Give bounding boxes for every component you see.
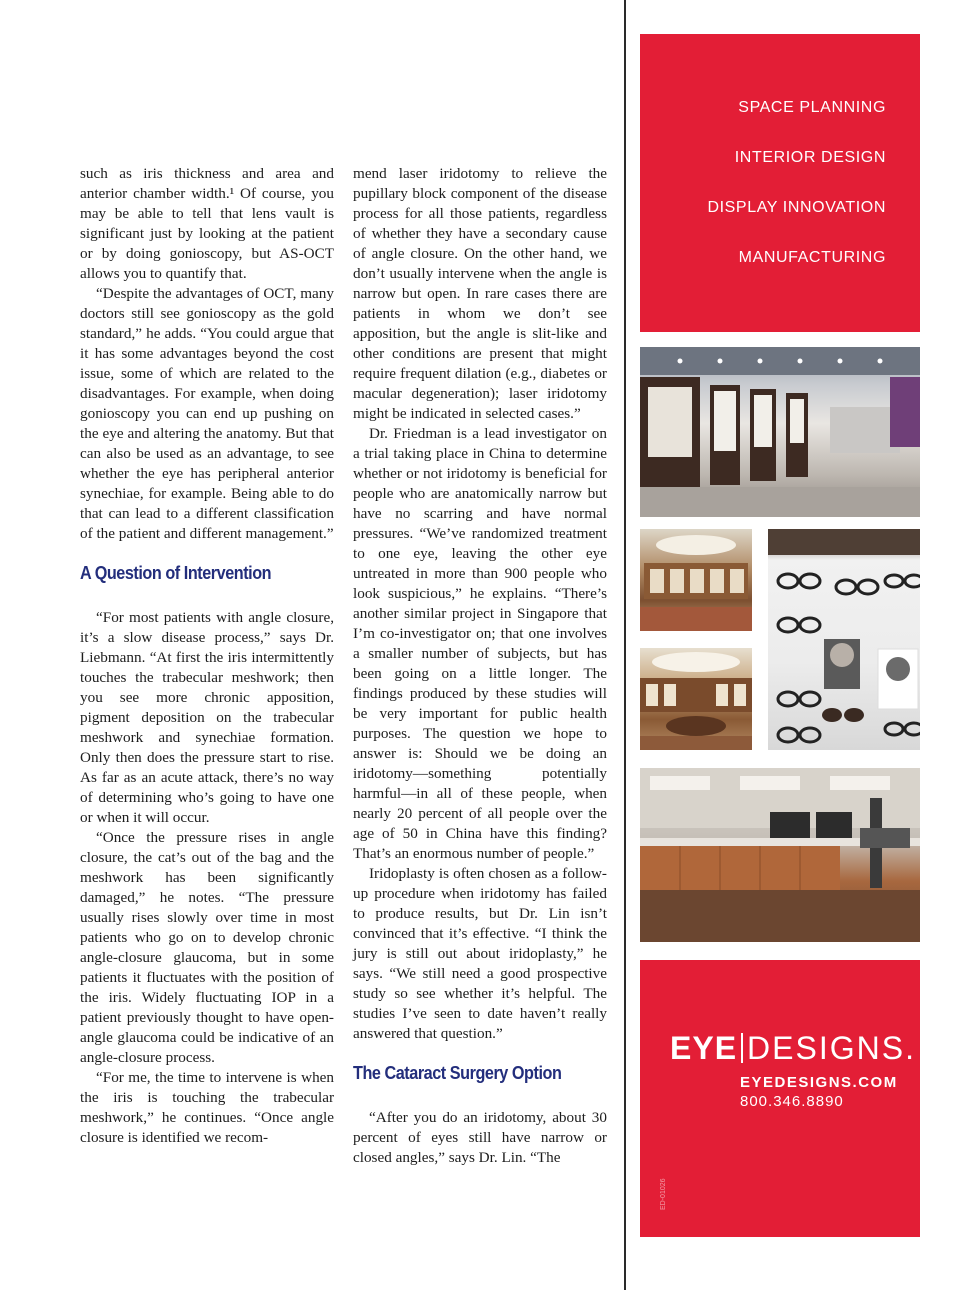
- ad-photo-showroom-2: [640, 648, 752, 750]
- paragraph: “Despite the advantages of OCT, many doctors still see gonioscopy as the gold standard,” he adds. “You could argue that it has some advantages beyond the cost issue, some of which are related to the disadvantages. For example, when doing gonioscopy you can end up pushing on the eye and altering the anatomy. But that can also be used as an advantage, to see whether the eye has peripheral anterior synechiae, for example. Being able to do that can lead to a different classification of the patient and different management.”: [80, 285, 334, 542]
- store-interior-illustration: [640, 347, 920, 517]
- ad-service-item: DISPLAY INNOVATION: [707, 199, 886, 216]
- ad-website-link[interactable]: EYEDESIGNS.COM: [740, 1074, 898, 1091]
- paragraph: such as iris thickness and area and anterior chamber width.¹ Of course, you may be able to tell that lens vault is significant just by looking at the patient or by doing gonioscopy, but AS-OCT allows you to quantify that.: [80, 165, 334, 282]
- paragraph: “Once the pressure rises in angle closure, the cat’s out of the bag and the meshwork has been significantly damaged,” he notes. “The pressure usually rises slowly over time in most patients who go on to develop chronic angle-closure glaucoma, but in some patients it fluctuates with the position of the iris. Widely fluctuating IOP in a patient previously thought to have open-angle glaucoma could be indicative of an angle-closure process.: [80, 829, 334, 1066]
- eyedesigns-logo[interactable]: [670, 1030, 916, 1067]
- showroom-illustration: [640, 529, 752, 631]
- logo-mark: .: [905, 1030, 916, 1066]
- ad-footer-panel[interactable]: [640, 960, 920, 1237]
- logo-word-eye: EYE: [670, 1030, 738, 1066]
- ad-photo-optical-store: [640, 347, 920, 517]
- exam-room-illustration: [640, 768, 920, 942]
- logo-word-designs: DESIGNS: [747, 1030, 906, 1066]
- ad-photo-exam-room: [640, 768, 920, 942]
- ad-phone-number[interactable]: 800.346.8890: [740, 1093, 844, 1110]
- showroom-illustration: [640, 648, 752, 750]
- column-divider: [624, 0, 626, 1290]
- paragraph: “For me, the time to intervene is when the iris is touching the trabecular meshwork,” he continues. “Once angle closure is identified we recom-: [80, 1069, 334, 1146]
- paragraph: Iridoplasty is often chosen as a follow-up procedure when iridotomy has failed to produce results, but Dr. Lin isn’t convinced that it’s effective. “I think the jury is still out about iridoplasty,” he says. “We still need a good prospective study so see whether it’s helpful. The studies I’ve seen to date haven’t really answered that question.”: [353, 865, 607, 1042]
- paragraph: mend laser iridotomy to relieve the pupillary block component of the disease process for all those patients, regardless of whether they have a secondary cause of angle closure. On the other hand, we don’t usually intervene when the angle is narrow but open. In rare cases there are patients in whom we don’t see apposition, but the angle is slit-like and other conditions are present that might require frequent dilation (e.g., diabetes or macular degeneration); laser iridotomy might be indicated in selected cases.”: [353, 165, 607, 422]
- paragraph: “After you do an iridotomy, about 30 percent of eyes still have narrow or closed angles,” says Dr. Lin. “The: [353, 1109, 607, 1166]
- ad-code: ED-01026: [660, 1178, 667, 1210]
- article-column-1: [80, 164, 334, 1148]
- ad-services-list: [707, 100, 886, 300]
- ad-header-panel[interactable]: [640, 34, 920, 332]
- ad-service-item: MANUFACTURING: [738, 249, 886, 266]
- subheading-cataract: The Cataract Surgery Option: [353, 1063, 562, 1083]
- subheading-intervention: A Question of Intervention: [80, 563, 272, 583]
- ad-photo-eyewear-display: [768, 529, 920, 750]
- paragraph: Dr. Friedman is a lead investigator on a trial taking place in China to determine whether or not iridotomy is beneficial for people who are anatomically narrow but have no scarring and have normal pressures. “We’ve randomized treatment to one eye, leaving the other eye untreated in more than 900 people who look suspicious,” he explains. “There’s another similar project in Singapore that I’m co-investigator on; that one involves a smaller number of subjects, but has been going on a little longer. The findings produced by these studies will be very important for public health purposes. The question we hope to answer is: Should we be doing an iridotomy—something potentially harmful—in all of these people, when nearly 20 percent of all people over the age of 50 in China have this finding? That’s an enormous number of people.”: [353, 425, 607, 862]
- article-column-2: [353, 164, 607, 1168]
- paragraph: “For most patients with angle closure, it’s a slow disease process,” says Dr. Liebmann. “At first the iris intermittently touches the trabecular meshwork; then you see more chronic apposition, pigment deposition on the trabecular meshwork and synechiae formation. Only then does the pressure start to rise. As far as an acute attack, there’s no way of determining who’s going to have one or when it will occur.: [80, 609, 334, 826]
- eyewear-wall-illustration: [768, 529, 920, 750]
- ad-service-item: SPACE PLANNING: [738, 99, 886, 116]
- ad-service-item: INTERIOR DESIGN: [734, 149, 886, 166]
- ad-photo-showroom-1: [640, 529, 752, 631]
- logo-divider: [741, 1033, 743, 1063]
